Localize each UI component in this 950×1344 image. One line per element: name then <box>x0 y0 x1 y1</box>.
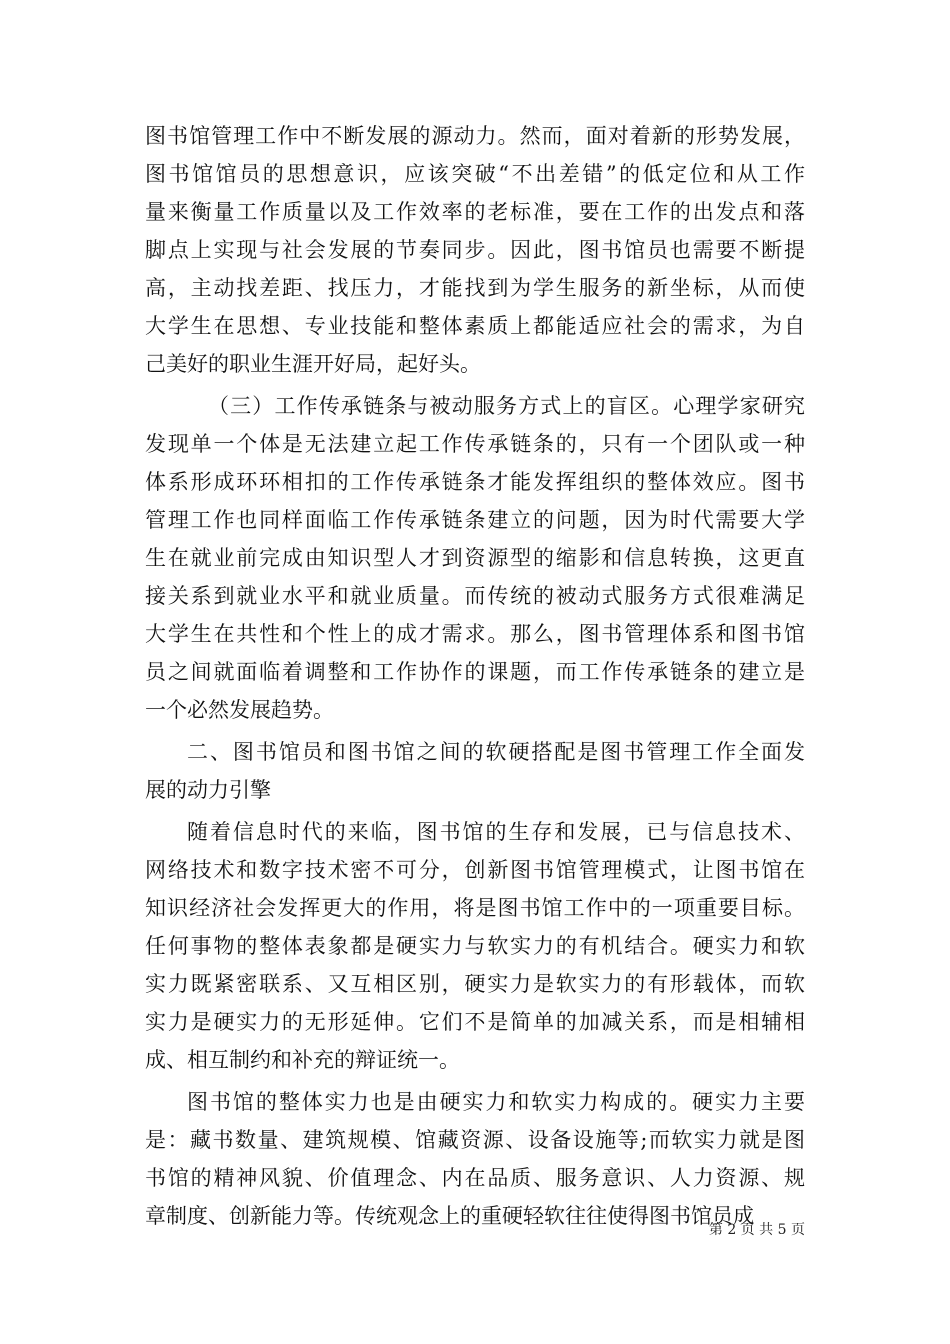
paragraph <box>145 733 805 809</box>
text-line: 大学生在思想、专业技能和整体素质上都能适应社会的需求，为自 <box>145 314 805 338</box>
text-line: 大学生在共性和个性上的成才需求。那么，图书管理体系和图书馆 <box>145 622 805 646</box>
text-line: 高，主动找差距、找压力，才能找到为学生服务的新坐标，从而使 <box>145 276 805 300</box>
paragraph <box>145 117 805 383</box>
paragraph <box>145 813 805 1079</box>
text-line: 一个必然发展趋势。 <box>145 698 334 722</box>
text-line: 接关系到就业水平和就业质量。而传统的被动式服务方式很难满足 <box>145 584 805 608</box>
document-body <box>145 117 805 1235</box>
text-line: 实力既紧密联系、又互相区别，硬实力是软实力的有形载体，而软 <box>145 972 805 996</box>
text-line: 图书馆管理工作中不断发展的源动力。然而，面对着新的形势发展， <box>145 124 805 148</box>
page-number: 第 2 页 共 5 页 <box>708 1222 805 1238</box>
text-line: 发现单一个体是无法建立起工作传承链条的，只有一个团队或一种 <box>145 432 805 456</box>
text-line: 书馆的精神风貌、价值理念、内在品质、服务意识、人力资源、规 <box>145 1166 805 1190</box>
paragraph <box>145 387 805 729</box>
text-line: 图书馆馆员的思想意识，应该突破“不出差错”的低定位和从工作 <box>145 162 805 186</box>
text-line: 己美好的职业生涯开好局，起好头。 <box>145 352 481 376</box>
text-line: 随着信息时代的来临，图书馆的生存和发展，已与信息技术、 <box>187 820 805 844</box>
text-line: 网络技术和数字技术密不可分，创新图书馆管理模式，让图书馆在 <box>145 858 805 882</box>
text-line: 二、图书馆员和图书馆之间的软硬搭配是图书管理工作全面发 <box>187 740 805 764</box>
text-line: 生在就业前完成由知识型人才到资源型的缩影和信息转换，这更直 <box>145 546 805 570</box>
text-line: 量来衡量工作质量以及工作效率的老标准，要在工作的出发点和落 <box>145 200 805 224</box>
text-line: 脚点上实现与社会发展的节奏同步。因此，图书馆员也需要不断提 <box>145 238 805 262</box>
page-footer <box>0 1219 950 1239</box>
text-line: 展的动力引擎 <box>145 778 271 802</box>
text-line: （三）工作传承链条与被动服务方式上的盲区。心理学家研究 <box>208 394 805 418</box>
text-line: 是：藏书数量、建筑规模、馆藏资源、设备设施等;而软实力就是图 <box>145 1128 805 1152</box>
text-line: 任何事物的整体表象都是硬实力与软实力的有机结合。硬实力和软 <box>145 934 805 958</box>
text-line: 章制度、创新能力等。传统观念上的重硬轻软往往使得图书馆员成 <box>145 1204 754 1228</box>
text-line: 实力是硬实力的无形延伸。它们不是简单的加减关系，而是相辅相 <box>145 1010 805 1034</box>
text-line: 成、相互制约和补充的辩证统一。 <box>145 1048 460 1072</box>
text-line: 知识经济社会发挥更大的作用，将是图书馆工作中的一项重要目标。 <box>145 896 805 920</box>
text-line: 员之间就面临着调整和工作协作的课题，而工作传承链条的建立是 <box>145 660 805 684</box>
text-line: 管理工作也同样面临工作传承链条建立的问题，因为时代需要大学 <box>145 508 805 532</box>
text-line: 体系形成环环相扣的工作传承链条才能发挥组织的整体效应。图书 <box>145 470 805 494</box>
paragraph <box>145 1083 805 1235</box>
text-line: 图书馆的整体实力也是由硬实力和软实力构成的。硬实力主要 <box>187 1090 805 1114</box>
